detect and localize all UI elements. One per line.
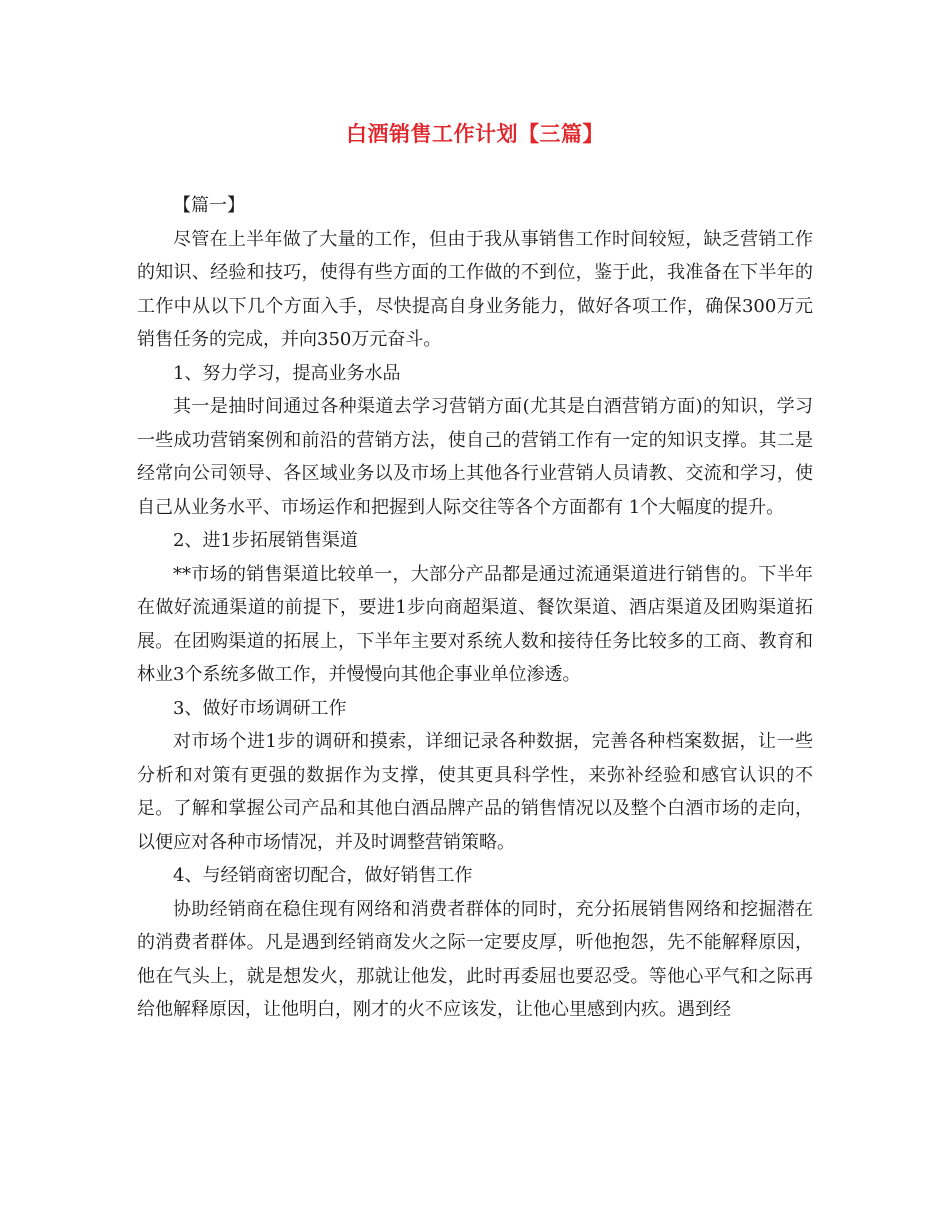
- heading-2: 2、进1步拓展销售渠道: [173, 530, 358, 551]
- heading-4: 4、与经销商密切配合，做好销售工作: [173, 865, 473, 886]
- paragraph-3: 对市场个进1步的调研和摸索，详细记录各种数据，完善各种档案数据，让一些分析和对策有更强的数据作为支撑，使其更具科学性，来弥补经验和感官认识的不足。了解和掌握公司产品和其他白酒品牌产品的销售情况以及整个白酒市场的走向，以便应对各种市场情况，并及时调整营销策略。: [137, 731, 813, 853]
- paragraph-intro: 尽管在上半年做了大量的工作，但由于我从事销售工作时间较短，缺乏营销工作的知识、经验和技巧，使得有些方面的工作做的不到位，鉴于此，我准备在下半年的工作中从以下几个方面入手，尽快提高自身业务能力，做好各项工作，确保300万元销售任务的完成，并向350万元奋斗。: [137, 228, 813, 350]
- paragraph-1: 其一是抽时间通过各种渠道去学习营销方面(尤其是白酒营销方面)的知识，学习一些成功营销案例和前沿的营销方法，使自己的营销工作有一定的知识支撑。其二是经常向公司领导、各区域业务以及市场上其他各行业营销人员请教、交流和学习，使自己从业务水平、市场运作和把握到人际交往等各个方面都有 1个大幅度的提升。: [137, 396, 813, 518]
- heading-1: 1、努力学习，提高业务水品: [173, 362, 401, 384]
- paragraph-4: 协助经销商在稳住现有网络和消费者群体的同时，充分拓展销售网络和挖掘潜在的消费者群体。凡是遇到经销商发火之际一定要皮厚，听他抱怨，先不能解释原因，他在气头上，就是想发火，那就让他发，此时再委屈也要忍受。等他心平气和之际再给他解释原因，让他明白，刚才的火不应该发，让他心里感到内疚。遇到经: [137, 898, 813, 1020]
- document-body: [137, 189, 813, 1027]
- heading-3: 3、做好市场调研工作: [173, 697, 347, 719]
- document-title: 白酒销售工作计划【三篇】: [346, 121, 604, 146]
- section-label: 【篇一】: [173, 195, 245, 216]
- paragraph-2: **市场的销售渠道比较单一，大部分产品都是通过流通渠道进行销售的。下半年在做好流通渠道的前提下，要进1步向商超渠道、餐饮渠道、酒店渠道及团购渠道拓展。在团购渠道的拓展上，下半年主要对系统人数和接待任务比较多的工商、教育和林业3个系统多做工作，并慢慢向其他企事业单位渗透。: [137, 563, 813, 685]
